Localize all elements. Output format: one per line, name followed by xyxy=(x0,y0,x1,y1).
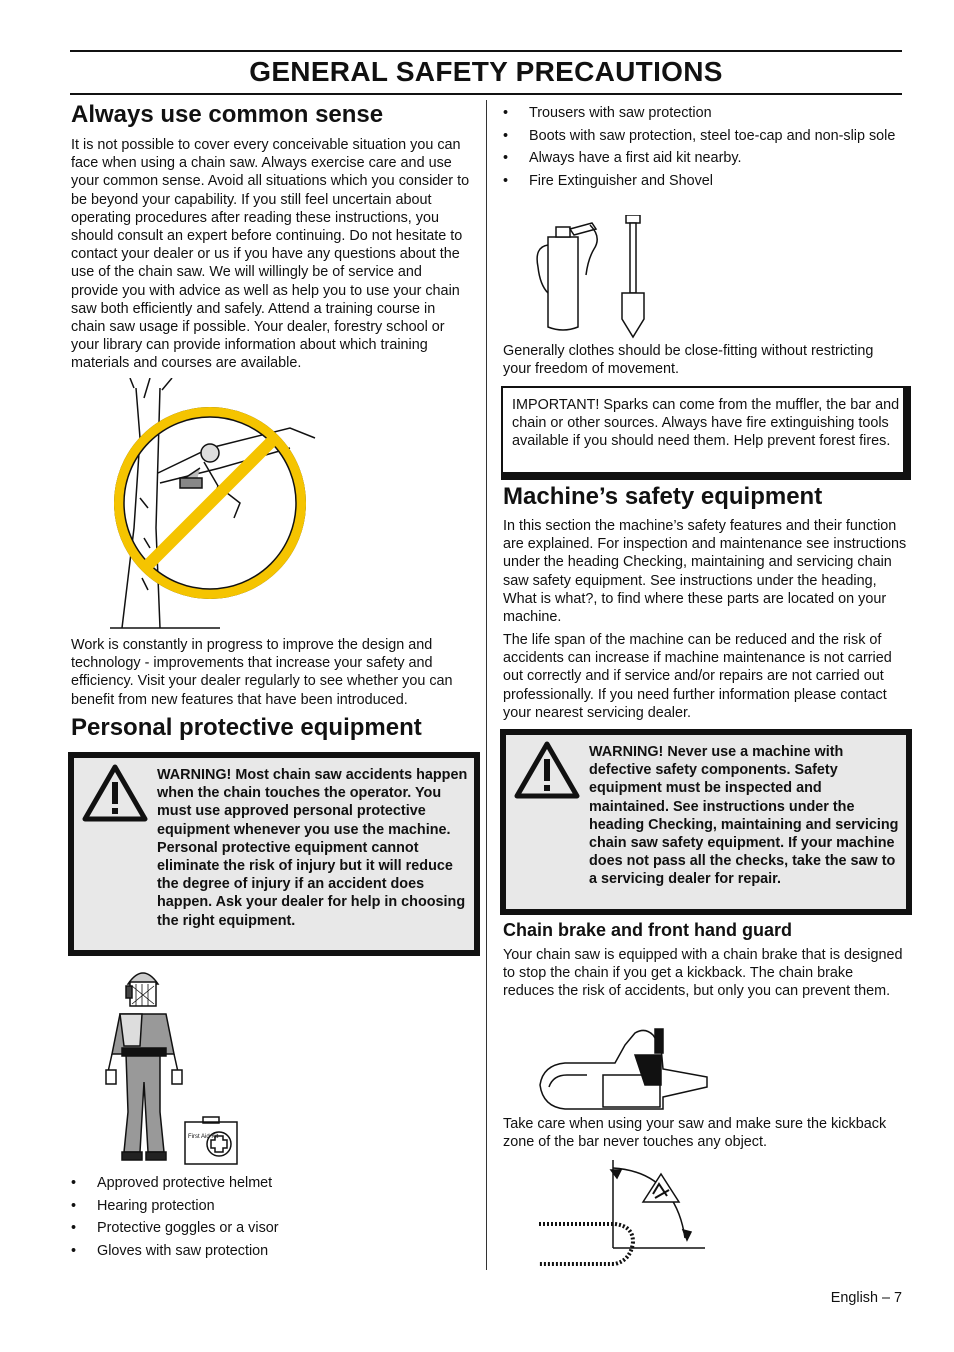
header-rule-bottom xyxy=(70,93,902,95)
warning-triangle-icon xyxy=(82,764,148,822)
list-item: • Always have a first aid kit nearby. xyxy=(503,149,903,167)
kickback-note: Take care when using your saw and make sure the kickback zone of the bar never touches any object. xyxy=(503,1116,887,1151)
no-tree-climbing-illustration xyxy=(100,378,320,633)
important-box xyxy=(501,386,911,480)
machine-maintenance-note: The life span of the machine can be reduced and the risk of accidents can increase if machine maintenance is not carried out correctly and if service and/or repairs are not carried out professionally. If you need further information please contact your nearest servicing dealer. xyxy=(503,632,892,721)
chain-brake-description: Your chain saw is equipped with a chain brake that is designed to stop the chain if you get a kickback. The chain brake reduces the risk of accidents, but only you can prevent them. xyxy=(503,947,903,1000)
important-text: IMPORTANT! Sparks can come from the muffler, the bar and chain or other sources. Always have fire extinguishing tools available if you should need them. Help prevent forest fires. xyxy=(512,397,900,450)
ppe-warning-text: WARNING! Most chain saw accidents happen when the chain touches the operator. You must use approved personal protective equipment whenever you use the machine. Personal protective equipment cannot eliminate the risk of injury but it will reduce the degree of injury if an accident does happen. Ask your dealer for help in choosing the right equipment. xyxy=(157,767,468,929)
kickback-zone-illustration xyxy=(535,1160,710,1270)
list-item: • Boots with saw protection, steel toe-cap and non-slip sole xyxy=(503,127,903,145)
chain-saw-illustration xyxy=(535,1025,710,1115)
list-item: • Hearing protection xyxy=(71,1197,471,1215)
extinguisher-shovel-illustration xyxy=(530,215,670,340)
machine-intro: In this section the machine’s safety features and their function are explained. For inspection and maintenance see instructions under the heading Checking, maintaining and servicing chain saw safety equipment. See instructions under the heading, What is what?, to find where these parts are located on your machine. xyxy=(503,518,907,626)
protective-gear-illustration xyxy=(100,962,245,1172)
ppe-list-right xyxy=(503,104,903,194)
header-rule-top xyxy=(70,50,902,52)
first-aid-kit-label: First Aid Kit xyxy=(188,1134,219,1140)
improvements-note: Work is constantly in progress to improve the design and technology - improvements that increase your safety and efficiency. Visit your dealer regularly to see whether you can benefit from new features that have been introduced. xyxy=(71,637,453,708)
machine-warning-box xyxy=(500,729,912,915)
list-item: • Protective goggles or a visor xyxy=(71,1219,471,1237)
machine-warning-text: WARNING! Never use a machine with defective safety components. Safety equipment must be inspected and maintained. See instructions under the heading Checking, maintaining and servicing chain saw safety equipment. If your machine does not pass all the checks, take the saw to a servicing dealer for repair. xyxy=(589,744,899,888)
column-divider xyxy=(486,100,487,1270)
page-footer: English – 7 xyxy=(830,1290,902,1306)
list-item: • Approved protective helmet xyxy=(71,1174,471,1192)
section-heading-machine: Machine’s safety equipment xyxy=(503,483,823,510)
ppe-list-left xyxy=(71,1174,471,1264)
list-item: • Gloves with saw protection xyxy=(71,1242,471,1260)
clothes-note: Generally clothes should be close-fitting without restricting your freedom of movement. xyxy=(503,343,874,378)
common-sense-body: It is not possible to cover every conceivable situation you can face when using a chain saw. Always exercise care and use your common sense. Avoid all situations which you consider to be beyond your capability. If you still feel uncertain about operating procedures after reading these instructions, you should consult an expert before continuing. Do not hesitate to contact your dealer or us if you have any questions about the use of the chain saw. We will willingly be of service and provide you with advice as well as help you to use your chain saw both efficiently and safely. Attend a training course in chain saw usage if possible. Your dealer, forestry school or your library can provide information about which training materials and courses are available. xyxy=(71,137,470,372)
list-item: • Trousers with saw protection xyxy=(503,104,903,122)
list-item: • Fire Extinguisher and Shovel xyxy=(503,172,903,190)
subsection-heading-chain-brake: Chain brake and front hand guard xyxy=(503,920,793,940)
ppe-warning-box xyxy=(68,752,480,956)
section-heading-common-sense: Always use common sense xyxy=(71,101,384,128)
section-heading-ppe: Personal protective equipment xyxy=(71,714,422,741)
warning-triangle-icon xyxy=(514,741,580,799)
page-title: GENERAL SAFETY PRECAUTIONS xyxy=(249,56,723,87)
